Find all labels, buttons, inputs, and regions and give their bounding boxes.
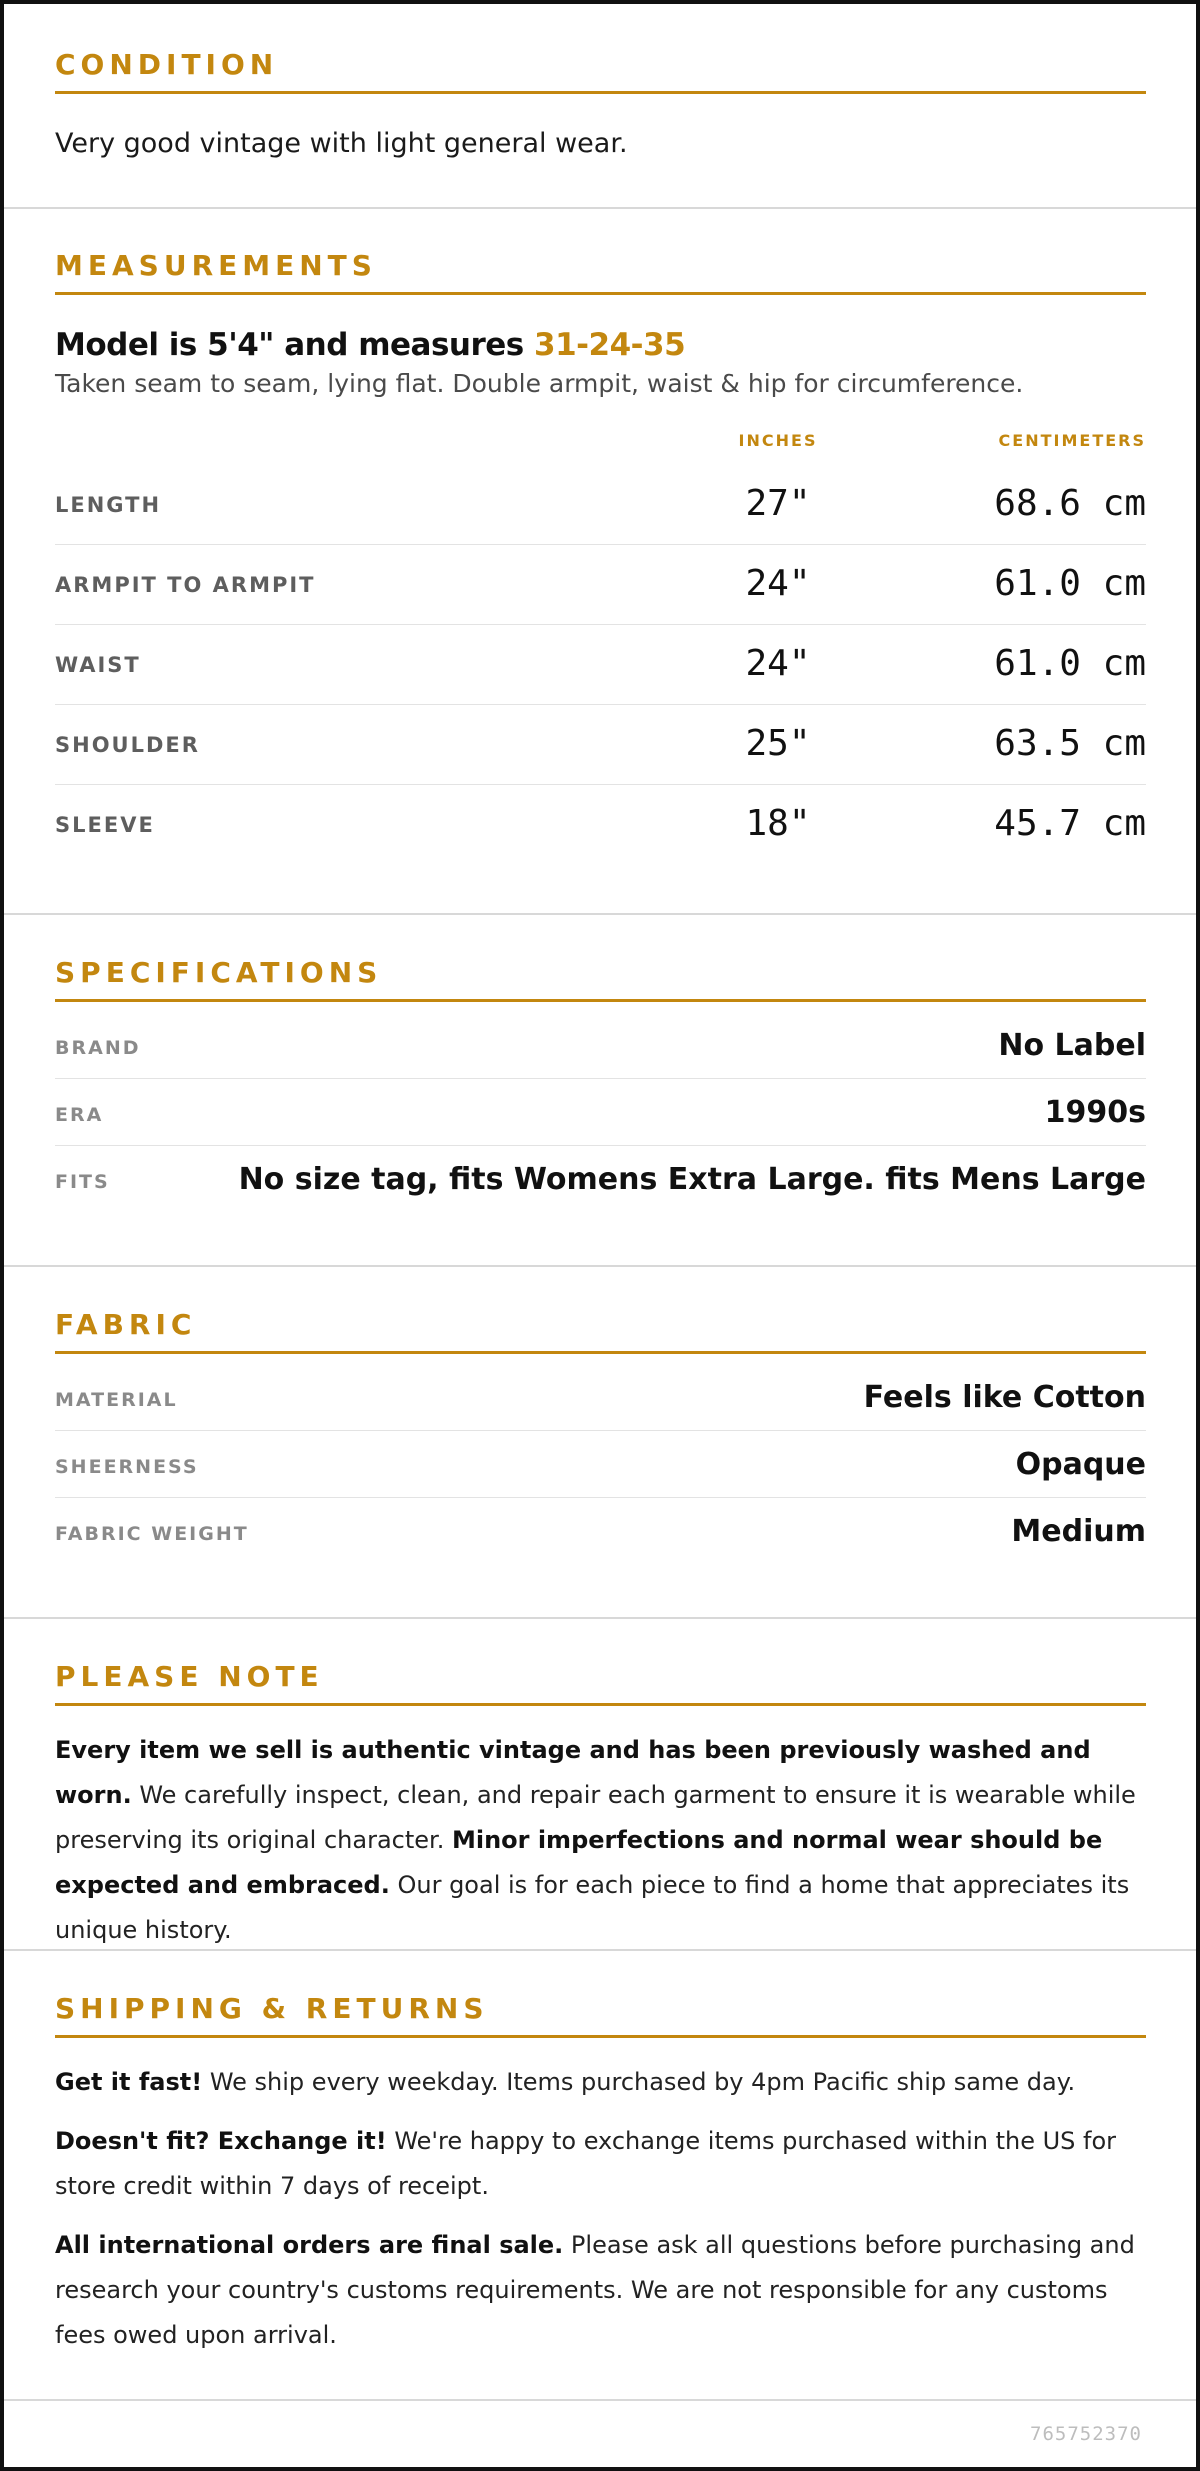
spec-label: ERA (55, 1104, 104, 1126)
spec-label: BRAND (55, 1037, 141, 1059)
condition-text: Very good vintage with light general wear. (55, 128, 628, 159)
shipping-fast-text: We ship every weekday. Items purchased by 4pm Pacific ship same day. (202, 2068, 1076, 2096)
measurement-label: ARMPIT TO ARMPIT (55, 573, 316, 597)
please-note-section (4, 1619, 1196, 1951)
fabric-value: Medium (1011, 1514, 1146, 1549)
spec-row-brand (55, 1012, 1146, 1079)
shipping-exchange-text: We're happy to exchange items purchased within the US for store credit within 7 days of receipt. (55, 2127, 1117, 2200)
spec-row-era (55, 1079, 1146, 1146)
fabric-title: FABRIC (55, 1309, 1146, 1354)
measurement-cm: 68.6 cm (994, 483, 1146, 524)
fabric-row-sheerness (55, 1431, 1146, 1498)
measurement-cm: 45.7 cm (994, 803, 1146, 844)
specifications-section (4, 915, 1196, 1267)
specifications-title: SPECIFICATIONS (55, 957, 1146, 1002)
model-measures: 31-24-35 (534, 327, 686, 363)
measurement-label: LENGTH (55, 493, 162, 517)
note-bold-1: Every item we sell is authentic vintage and has been previously washed and worn. (55, 1736, 1091, 1809)
fabric-section (4, 1267, 1196, 1619)
fabric-label: FABRIC WEIGHT (55, 1523, 249, 1545)
measurement-label: WAIST (55, 653, 141, 677)
condition-title: CONDITION (55, 49, 1146, 94)
spec-value: No size tag, fits Womens Extra Large. fits Mens Large (238, 1162, 1146, 1197)
spec-value: No Label (998, 1028, 1146, 1063)
measurement-inches: 18" (745, 803, 811, 844)
centimeters-column-header: CENTIMETERS (998, 431, 1146, 450)
measurements-header (55, 425, 1146, 465)
measurements-subtitle: Taken seam to seam, lying flat. Double armpit, waist & hip for circumference. (55, 369, 1024, 398)
measurement-inches: 27" (745, 483, 811, 524)
shipping-title: SHIPPING & RETURNS (55, 1993, 1146, 2038)
spec-value: 1990s (1044, 1095, 1146, 1130)
measurement-row-shoulder (55, 705, 1146, 785)
fabric-value: Opaque (1015, 1447, 1146, 1482)
shipping-exchange-bold: Doesn't fit? Exchange it! (55, 2127, 387, 2155)
measurement-label: SLEEVE (55, 813, 155, 837)
shipping-international-text: Please ask all questions before purchasing and research your country's customs requirements. We are not responsible for any customs fees owed upon arrival. (55, 2231, 1135, 2349)
measurement-row-waist (55, 625, 1146, 705)
shipping-paragraph-international (55, 2223, 1146, 2358)
fabric-label: SHEERNESS (55, 1456, 199, 1478)
fabric-row-weight (55, 1498, 1146, 1565)
measurement-row-sleeve (55, 785, 1146, 865)
measurement-cm: 63.5 cm (994, 723, 1146, 764)
fabric-label: MATERIAL (55, 1389, 178, 1411)
measurements-title: MEASUREMENTS (55, 250, 1146, 295)
measurement-cm: 61.0 cm (994, 643, 1146, 684)
inches-column-header: INCHES (738, 431, 818, 450)
shipping-fast-bold: Get it fast! (55, 2068, 203, 2096)
condition-section (4, 49, 1196, 209)
measurement-inches: 24" (745, 643, 811, 684)
please-note-title: PLEASE NOTE (55, 1661, 1146, 1706)
measurement-label: SHOULDER (55, 733, 200, 757)
note-bold-2: Minor imperfections and normal wear should be expected and embraced. (55, 1826, 1103, 1899)
measurement-inches: 24" (745, 563, 811, 604)
fabric-row-material (55, 1364, 1146, 1431)
model-info-prefix: Model is 5'4" and measures (55, 327, 535, 363)
measurements-section (4, 209, 1196, 915)
shipping-section (4, 1951, 1196, 2401)
measurement-cm: 61.0 cm (994, 563, 1146, 604)
fabric-value: Feels like Cotton (863, 1380, 1146, 1415)
measurement-row-length (55, 465, 1146, 545)
spec-label: FITS (55, 1171, 110, 1193)
spec-row-fits (55, 1146, 1146, 1213)
shipping-paragraph-fast (55, 2060, 1146, 2105)
note-text-1: We carefully inspect, clean, and repair each garment to ensure it is wearable while preserving its original character. (55, 1781, 1136, 1854)
note-text-2: Our goal is for each piece to find a home that appreciates its unique history. (55, 1871, 1130, 1944)
measurement-row-armpit (55, 545, 1146, 625)
model-info (55, 325, 1146, 365)
please-note-text (55, 1728, 1146, 1953)
measurement-inches: 25" (745, 723, 811, 764)
product-id: 765752370 (1030, 2423, 1142, 2445)
shipping-paragraph-exchange (55, 2119, 1146, 2209)
shipping-international-bold: All international orders are final sale. (55, 2231, 564, 2259)
